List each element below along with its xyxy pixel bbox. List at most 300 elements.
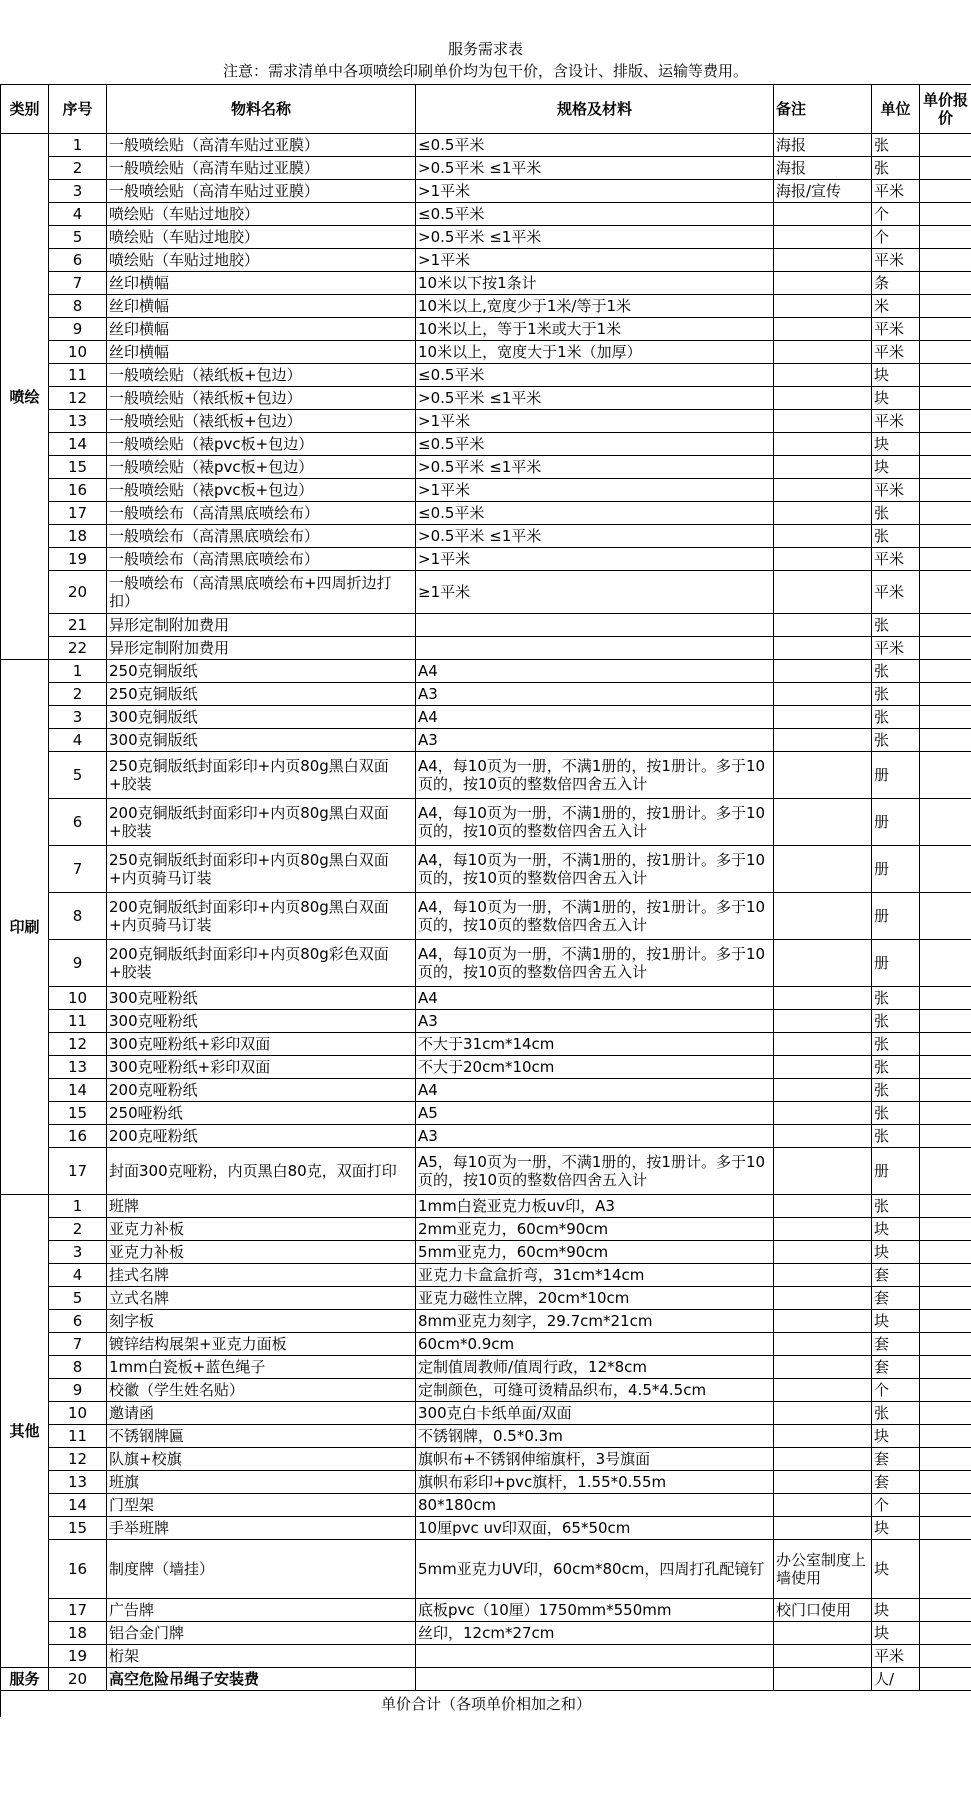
unit-cell: 张 <box>872 1195 920 1218</box>
note-cell <box>774 1195 872 1218</box>
price-cell[interactable] <box>920 433 971 456</box>
spec-cell: 5mm亚克力UV印，60cm*80cm，四周打孔配镜钉 <box>416 1540 774 1599</box>
price-cell[interactable] <box>920 1102 971 1125</box>
price-cell[interactable] <box>920 1333 971 1356</box>
seq-cell: 13 <box>49 1471 107 1494</box>
seq-cell: 19 <box>49 1645 107 1668</box>
unit-cell: 块 <box>872 1599 920 1622</box>
note-cell <box>774 295 872 318</box>
price-cell[interactable] <box>920 134 971 157</box>
spec-cell: A5 <box>416 1102 774 1125</box>
price-cell[interactable] <box>920 387 971 410</box>
price-cell[interactable] <box>920 1645 971 1668</box>
unit-cell: 块 <box>872 1517 920 1540</box>
price-cell[interactable] <box>920 1402 971 1425</box>
price-cell[interactable] <box>920 940 971 987</box>
seq-cell: 9 <box>49 1379 107 1402</box>
price-cell[interactable] <box>920 1356 971 1379</box>
unit-cell: 块 <box>872 1622 920 1645</box>
spec-cell: >0.5平米 ≤1平米 <box>416 456 774 479</box>
price-cell[interactable] <box>920 1517 971 1540</box>
price-cell[interactable] <box>920 987 971 1010</box>
price-cell[interactable] <box>920 410 971 433</box>
seq-cell: 12 <box>49 1448 107 1471</box>
seq-cell: 16 <box>49 479 107 502</box>
seq-cell: 3 <box>49 1241 107 1264</box>
spec-cell: 10厘pvc uv印双面，65*50cm <box>416 1517 774 1540</box>
name-cell: 一般喷绘贴（裱纸板+包边） <box>107 387 416 410</box>
name-cell: 校徽（学生姓名贴） <box>107 1379 416 1402</box>
table-row <box>1 525 971 548</box>
name-cell: 一般喷绘贴（高清车贴过亚膜） <box>107 157 416 180</box>
note-cell <box>774 318 872 341</box>
price-cell[interactable] <box>920 341 971 364</box>
note-cell <box>774 249 872 272</box>
table-row <box>1 272 971 295</box>
note-cell <box>774 456 872 479</box>
spec-cell: 定制颜色，可缝可烫精品织布，4.5*4.5cm <box>416 1379 774 1402</box>
note-cell <box>774 1241 872 1264</box>
name-cell: 一般喷绘贴（高清车贴过亚膜） <box>107 134 416 157</box>
price-cell[interactable] <box>920 1471 971 1494</box>
price-cell[interactable] <box>920 729 971 752</box>
unit-cell: 册 <box>872 799 920 846</box>
seq-cell: 14 <box>49 1494 107 1517</box>
unit-cell: 平米 <box>872 637 920 660</box>
spec-cell: A3 <box>416 1010 774 1033</box>
price-cell[interactable] <box>920 1494 971 1517</box>
table-row <box>1 1287 971 1310</box>
price-cell[interactable] <box>920 706 971 729</box>
unit-cell: 张 <box>872 660 920 683</box>
header-unit: 单位 <box>872 85 920 134</box>
note-cell <box>774 637 872 660</box>
seq-cell: 15 <box>49 456 107 479</box>
spec-cell: 60cm*0.9cm <box>416 1333 774 1356</box>
seq-cell: 18 <box>49 525 107 548</box>
name-cell: 制度牌（墙挂） <box>107 1540 416 1599</box>
table-row <box>1 614 971 637</box>
seq-cell: 15 <box>49 1102 107 1125</box>
name-cell: 亚克力补板 <box>107 1241 416 1264</box>
seq-cell: 14 <box>49 433 107 456</box>
note-cell <box>774 1448 872 1471</box>
unit-cell: 块 <box>872 1241 920 1264</box>
seq-cell: 8 <box>49 295 107 318</box>
seq-cell: 1 <box>49 660 107 683</box>
unit-cell: 册 <box>872 752 920 799</box>
unit-cell: 平米 <box>872 341 920 364</box>
note-cell <box>774 1333 872 1356</box>
notice-text: 注意：需求清单中各项喷绘印刷单价均为包干价，含设计、排版、运输等费用。 <box>222 62 748 80</box>
note-cell <box>774 1287 872 1310</box>
unit-cell: 平米 <box>872 318 920 341</box>
unit-cell: 个 <box>872 1379 920 1402</box>
unit-cell: 张 <box>872 1079 920 1102</box>
seq-cell: 9 <box>49 318 107 341</box>
spec-cell <box>416 614 774 637</box>
price-cell[interactable] <box>920 226 971 249</box>
unit-cell: 块 <box>872 1540 920 1599</box>
unit-cell: 个 <box>872 203 920 226</box>
spec-cell: A5，每10页为一册，不满1册的，按1册计。多于10页的，按10页的整数倍四舍五入计 <box>416 1148 774 1195</box>
table-row <box>1 157 971 180</box>
price-cell[interactable] <box>920 364 971 387</box>
price-cell[interactable] <box>920 1125 971 1148</box>
header-seq: 序号 <box>49 85 107 134</box>
name-cell: 挂式名牌 <box>107 1264 416 1287</box>
seq-cell: 16 <box>49 1540 107 1599</box>
unit-cell: 米 <box>872 295 920 318</box>
price-cell[interactable] <box>920 1218 971 1241</box>
spec-cell: 8mm亚克力刻字，29.7cm*21cm <box>416 1310 774 1333</box>
price-cell[interactable] <box>920 525 971 548</box>
price-cell[interactable] <box>920 846 971 893</box>
spec-cell: A4 <box>416 987 774 1010</box>
price-cell[interactable] <box>920 1287 971 1310</box>
name-cell: 200克铜版纸封面彩印+内页80g黑白双面+胶装 <box>107 799 416 846</box>
name-cell: 一般喷绘布（高清黑底喷绘布） <box>107 502 416 525</box>
unit-cell: 块 <box>872 1218 920 1241</box>
unit-cell: 张 <box>872 1102 920 1125</box>
table-row <box>1 318 971 341</box>
price-cell[interactable] <box>920 502 971 525</box>
unit-cell: 个 <box>872 1494 920 1517</box>
table-row <box>1 1195 971 1218</box>
note-cell <box>774 1471 872 1494</box>
seq-cell: 3 <box>49 706 107 729</box>
spec-cell: A4 <box>416 1079 774 1102</box>
seq-cell: 2 <box>49 157 107 180</box>
note-cell <box>774 341 872 364</box>
name-cell: 亚克力补板 <box>107 1218 416 1241</box>
price-cell[interactable] <box>920 614 971 637</box>
note-cell <box>774 614 872 637</box>
name-cell: 一般喷绘贴（裱pvc板+包边） <box>107 456 416 479</box>
name-cell: 喷绘贴（车贴过地胶） <box>107 226 416 249</box>
table-row <box>1 1517 971 1540</box>
spec-cell: ≤0.5平米 <box>416 433 774 456</box>
price-cell[interactable] <box>920 1310 971 1333</box>
table-row <box>1 1356 971 1379</box>
name-cell: 丝印横幅 <box>107 295 416 318</box>
name-cell: 异形定制附加费用 <box>107 637 416 660</box>
table-row <box>1 1033 971 1056</box>
note-cell <box>774 846 872 893</box>
spec-cell: A4，每10页为一册，不满1册的，按1册计。多于10页的，按10页的整数倍四舍五入计 <box>416 752 774 799</box>
price-cell[interactable] <box>920 203 971 226</box>
name-cell: 一般喷绘布（高清黑底喷绘布+四周折边打扣） <box>107 571 416 614</box>
spec-cell: A4，每10页为一册，不满1册的，按1册计。多于10页的，按10页的整数倍四舍五入计 <box>416 893 774 940</box>
note-cell <box>774 799 872 846</box>
table-row <box>1 203 971 226</box>
seq-cell: 5 <box>49 1287 107 1310</box>
name-cell: 300克哑粉纸+彩印双面 <box>107 1033 416 1056</box>
price-cell[interactable] <box>920 1622 971 1645</box>
header-category: 类别 <box>1 85 49 134</box>
name-cell: 一般喷绘贴（裱纸板+包边） <box>107 364 416 387</box>
note-cell <box>774 752 872 799</box>
note-cell <box>774 1056 872 1079</box>
unit-cell: 条 <box>872 272 920 295</box>
note-cell <box>774 272 872 295</box>
note-cell <box>774 1102 872 1125</box>
name-cell: 300克铜版纸 <box>107 729 416 752</box>
spec-cell <box>416 1668 774 1691</box>
spec-cell: 1mm白瓷亚克力板uv印，A3 <box>416 1195 774 1218</box>
table-row <box>1 1402 971 1425</box>
spec-cell: ≥1平米 <box>416 571 774 614</box>
name-cell: 队旗+校旗 <box>107 1448 416 1471</box>
name-cell: 200克哑粉纸 <box>107 1079 416 1102</box>
name-cell: 1mm白瓷板+蓝色绳子 <box>107 1356 416 1379</box>
name-cell: 一般喷绘贴（高清车贴过亚膜） <box>107 180 416 203</box>
unit-cell: 套 <box>872 1448 920 1471</box>
note-cell: 海报/宣传 <box>774 180 872 203</box>
note-cell <box>774 1310 872 1333</box>
note-cell <box>774 683 872 706</box>
table-row <box>1 1622 971 1645</box>
spec-cell: 300克白卡纸单面/双面 <box>416 1402 774 1425</box>
price-cell[interactable] <box>920 1079 971 1102</box>
price-cell[interactable] <box>920 1195 971 1218</box>
spec-cell: 旗帜布+不锈钢伸缩旗杆，3号旗面 <box>416 1448 774 1471</box>
note-cell <box>774 525 872 548</box>
table-row <box>1 1494 971 1517</box>
unit-cell: 平米 <box>872 571 920 614</box>
seq-cell: 20 <box>49 1668 107 1691</box>
price-cell[interactable] <box>920 571 971 614</box>
table-row <box>1 180 971 203</box>
price-cell[interactable] <box>920 752 971 799</box>
spec-cell: 亚克力卡盒盒折弯，31cm*14cm <box>416 1264 774 1287</box>
seq-cell: 9 <box>49 940 107 987</box>
seq-cell: 8 <box>49 893 107 940</box>
table-row <box>1 1056 971 1079</box>
spec-cell: ≤0.5平米 <box>416 502 774 525</box>
unit-cell: 块 <box>872 456 920 479</box>
spec-cell: >0.5平米 ≤1平米 <box>416 157 774 180</box>
name-cell: 高空危险吊绳子安装费 <box>107 1668 416 1691</box>
seq-cell: 16 <box>49 1125 107 1148</box>
spec-cell: 80*180cm <box>416 1494 774 1517</box>
unit-cell: 人/ <box>872 1668 920 1691</box>
price-cell[interactable] <box>920 1448 971 1471</box>
table-row <box>1 729 971 752</box>
name-cell: 250哑粉纸 <box>107 1102 416 1125</box>
unit-cell: 张 <box>872 683 920 706</box>
table-row <box>1 548 971 571</box>
table-row <box>1 1125 971 1148</box>
price-cell[interactable] <box>920 548 971 571</box>
spec-cell: A3 <box>416 729 774 752</box>
note-cell <box>774 1402 872 1425</box>
name-cell: 250克铜版纸封面彩印+内页80g黑白双面+内页骑马订装 <box>107 846 416 893</box>
seq-cell: 4 <box>49 729 107 752</box>
name-cell: 一般喷绘布（高清黑底喷绘布） <box>107 525 416 548</box>
price-cell[interactable] <box>920 1599 971 1622</box>
unit-cell: 平米 <box>872 548 920 571</box>
note-cell <box>774 364 872 387</box>
spec-cell: A3 <box>416 683 774 706</box>
spec-cell: 不锈钢牌，0.5*0.3m <box>416 1425 774 1448</box>
name-cell: 丝印横幅 <box>107 341 416 364</box>
price-cell[interactable] <box>920 1425 971 1448</box>
price-cell[interactable] <box>920 272 971 295</box>
table-row <box>1 706 971 729</box>
spec-cell <box>416 637 774 660</box>
unit-cell: 套 <box>872 1264 920 1287</box>
category-cell: 其他 <box>1 1195 49 1668</box>
seq-cell: 7 <box>49 1333 107 1356</box>
name-cell: 异形定制附加费用 <box>107 614 416 637</box>
note-cell <box>774 571 872 614</box>
seq-cell: 22 <box>49 637 107 660</box>
seq-cell: 1 <box>49 134 107 157</box>
price-cell[interactable] <box>920 1148 971 1195</box>
header-row <box>1 85 971 134</box>
table-row <box>1 1448 971 1471</box>
note-cell <box>774 1379 872 1402</box>
note-cell <box>774 940 872 987</box>
price-cell[interactable] <box>920 1668 971 1691</box>
table-row <box>1 1264 971 1287</box>
table-row <box>1 1010 971 1033</box>
price-cell[interactable] <box>920 295 971 318</box>
spec-cell <box>416 1645 774 1668</box>
price-cell[interactable] <box>920 318 971 341</box>
unit-cell: 张 <box>872 706 920 729</box>
name-cell: 手举班牌 <box>107 1517 416 1540</box>
note-cell <box>774 1645 872 1668</box>
spec-cell: 亚克力磁性立牌，20cm*10cm <box>416 1287 774 1310</box>
table-row <box>1 893 971 940</box>
seq-cell: 17 <box>49 1599 107 1622</box>
table-row <box>1 637 971 660</box>
unit-cell: 平米 <box>872 1645 920 1668</box>
table-row <box>1 387 971 410</box>
table-row <box>1 456 971 479</box>
seq-cell: 17 <box>49 1148 107 1195</box>
unit-cell: 张 <box>872 1010 920 1033</box>
note-cell <box>774 1356 872 1379</box>
seq-cell: 6 <box>49 799 107 846</box>
unit-cell: 平米 <box>872 180 920 203</box>
price-cell[interactable] <box>920 157 971 180</box>
price-cell[interactable] <box>920 683 971 706</box>
price-cell[interactable] <box>920 637 971 660</box>
price-cell[interactable] <box>920 1379 971 1402</box>
price-cell[interactable] <box>920 1010 971 1033</box>
header-name: 物料名称 <box>107 85 416 134</box>
note-cell: 校门口使用 <box>774 1599 872 1622</box>
price-cell[interactable] <box>920 1241 971 1264</box>
unit-cell: 套 <box>872 1333 920 1356</box>
unit-cell: 张 <box>872 1033 920 1056</box>
table-row <box>1 433 971 456</box>
seq-cell: 21 <box>49 614 107 637</box>
name-cell: 一般喷绘贴（裱纸板+包边） <box>107 410 416 433</box>
note-cell: 海报 <box>774 157 872 180</box>
table-row <box>1 1102 971 1125</box>
price-cell[interactable] <box>920 1264 971 1287</box>
spec-cell: ≤0.5平米 <box>416 203 774 226</box>
note-cell <box>774 1148 872 1195</box>
name-cell: 班牌 <box>107 1195 416 1218</box>
unit-cell: 套 <box>872 1471 920 1494</box>
unit-cell: 套 <box>872 1287 920 1310</box>
price-cell[interactable] <box>920 893 971 940</box>
price-cell[interactable] <box>920 799 971 846</box>
name-cell: 250克铜版纸 <box>107 683 416 706</box>
note-cell <box>774 706 872 729</box>
name-cell: 广告牌 <box>107 1599 416 1622</box>
price-cell[interactable] <box>920 1056 971 1079</box>
unit-cell: 张 <box>872 729 920 752</box>
seq-cell: 10 <box>49 987 107 1010</box>
spec-cell: 底板pvc（10厘）1750mm*550mm <box>416 1599 774 1622</box>
note-cell <box>774 1079 872 1102</box>
price-cell[interactable] <box>920 660 971 683</box>
name-cell: 200克铜版纸封面彩印+内页80g彩色双面+胶装 <box>107 940 416 987</box>
seq-cell: 10 <box>49 341 107 364</box>
unit-cell: 张 <box>872 502 920 525</box>
spec-cell: A3 <box>416 1125 774 1148</box>
name-cell: 300克哑粉纸+彩印双面 <box>107 1056 416 1079</box>
price-cell[interactable] <box>920 1033 971 1056</box>
table-row <box>1 1645 971 1668</box>
name-cell: 镀锌结构展架+亚克力面板 <box>107 1333 416 1356</box>
seq-cell: 7 <box>49 846 107 893</box>
name-cell: 立式名牌 <box>107 1287 416 1310</box>
name-cell: 丝印横幅 <box>107 272 416 295</box>
unit-cell: 张 <box>872 1056 920 1079</box>
seq-cell: 2 <box>49 1218 107 1241</box>
price-cell[interactable] <box>920 456 971 479</box>
spec-cell: 10米以上,宽度少于1米/等于1米 <box>416 295 774 318</box>
price-cell[interactable] <box>920 249 971 272</box>
seq-cell: 19 <box>49 548 107 571</box>
name-cell: 喷绘贴（车贴过地胶） <box>107 249 416 272</box>
unit-cell: 张 <box>872 987 920 1010</box>
note-cell: 办公室制度上墙使用 <box>774 1540 872 1599</box>
page-title: 服务需求表 <box>447 40 523 58</box>
price-cell[interactable] <box>920 1540 971 1599</box>
note-cell <box>774 1264 872 1287</box>
name-cell: 250克铜版纸 <box>107 660 416 683</box>
spec-cell: >0.5平米 ≤1平米 <box>416 525 774 548</box>
unit-cell: 册 <box>872 1148 920 1195</box>
table-row <box>1 1668 971 1691</box>
price-cell[interactable] <box>920 479 971 502</box>
spec-cell: A4，每10页为一册，不满1册的，按1册计。多于10页的，按10页的整数倍四舍五入计 <box>416 846 774 893</box>
unit-cell: 块 <box>872 433 920 456</box>
note-cell <box>774 893 872 940</box>
table-row <box>1 1148 971 1195</box>
table-row <box>1 660 971 683</box>
price-cell[interactable] <box>920 180 971 203</box>
unit-cell: 张 <box>872 525 920 548</box>
total-label: 单价合计（各项单价相加之和） <box>1 1691 971 1718</box>
unit-cell: 块 <box>872 364 920 387</box>
spec-cell: 10米以上，等于1米或大于1米 <box>416 318 774 341</box>
spec-cell: >1平米 <box>416 180 774 203</box>
table-row <box>1 1425 971 1448</box>
spec-cell: A4，每10页为一册，不满1册的，按1册计。多于10页的，按10页的整数倍四舍五入计 <box>416 799 774 846</box>
name-cell: 铝合金门牌 <box>107 1622 416 1645</box>
table-row <box>1 295 971 318</box>
unit-cell: 张 <box>872 1125 920 1148</box>
